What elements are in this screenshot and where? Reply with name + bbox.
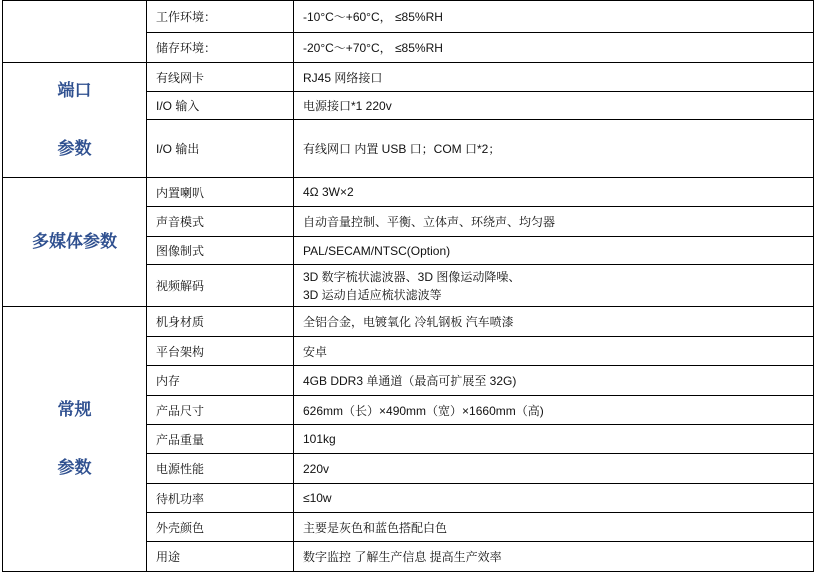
spec-value: -20°C～+70°C， ≤85%RH bbox=[294, 33, 814, 63]
spec-value: 101kg bbox=[294, 425, 814, 454]
spec-value: 主要是灰色和蓝色搭配白色 bbox=[294, 513, 814, 542]
spec-key: 有线网卡 bbox=[147, 63, 294, 92]
spec-value: 自动音量控制、平衡、立体声、环绕声、均匀器 bbox=[294, 207, 814, 237]
section-title-line: 多媒体参数 bbox=[32, 232, 117, 251]
section-label-general bbox=[3, 307, 147, 572]
spec-key: 储存环境： bbox=[147, 33, 294, 63]
spec-value bbox=[294, 265, 814, 307]
section-label-environment bbox=[3, 1, 147, 63]
section-title-line: 参数 bbox=[57, 458, 92, 477]
table-row bbox=[3, 307, 814, 337]
spec-key: 待机功率 bbox=[147, 484, 294, 513]
spec-value: 电源接口*1 220v bbox=[294, 92, 814, 120]
spec-value: RJ45 网络接口 bbox=[294, 63, 814, 92]
spec-table bbox=[2, 0, 814, 572]
table-row bbox=[3, 1, 814, 33]
spec-value: 有线网口 内置 USB 口；COM 口*2； bbox=[294, 120, 814, 178]
section-label-multimedia bbox=[3, 178, 147, 307]
spec-value: 安卓 bbox=[294, 337, 814, 366]
spec-key: 电源性能 bbox=[147, 454, 294, 484]
spec-key: 用途 bbox=[147, 542, 294, 572]
spec-value: 4Ω 3W×2 bbox=[294, 178, 814, 207]
spec-key: I/O 输入 bbox=[147, 92, 294, 120]
spec-value-line: 3D 运动自适应梳状滤波等 bbox=[303, 287, 442, 302]
spec-key: 产品尺寸 bbox=[147, 396, 294, 425]
spec-key: 图像制式 bbox=[147, 237, 294, 265]
spec-value-line: 3D 数字梳状滤波器、3D 图像运动降噪、 bbox=[303, 269, 521, 284]
spec-key: 平台架构 bbox=[147, 337, 294, 366]
spec-value: 626mm（长）×490mm（宽）×1660mm（高) bbox=[294, 396, 814, 425]
section-title-line: 端口 bbox=[57, 81, 92, 100]
spec-value: 数字监控 了解生产信息 提高生产效率 bbox=[294, 542, 814, 572]
spec-key: 工作环境： bbox=[147, 1, 294, 33]
spec-key: 机身材质 bbox=[147, 307, 294, 337]
spec-value: 全铝合金，电镀氧化 冷轧钢板 汽车喷漆 bbox=[294, 307, 814, 337]
section-title-line: 参数 bbox=[57, 139, 92, 158]
spec-value: -10°C～+60°C， ≤85%RH bbox=[294, 1, 814, 33]
spec-key: 内置喇叭 bbox=[147, 178, 294, 207]
spec-value: ≤10w bbox=[294, 484, 814, 513]
table-row bbox=[3, 63, 814, 92]
spec-key: 视频解码 bbox=[147, 265, 294, 307]
spec-key: 内存 bbox=[147, 366, 294, 396]
spec-key: I/O 输出 bbox=[147, 120, 294, 178]
spec-value: 220v bbox=[294, 454, 814, 484]
spec-key: 声音模式 bbox=[147, 207, 294, 237]
spec-value: PAL/SECAM/NTSC(Option) bbox=[294, 237, 814, 265]
spec-value: 4GB DDR3 单通道（最高可扩展至 32G) bbox=[294, 366, 814, 396]
section-label-ports bbox=[3, 63, 147, 178]
spec-key: 外壳颜色 bbox=[147, 513, 294, 542]
section-title-line: 常规 bbox=[57, 400, 92, 419]
table-row bbox=[3, 178, 814, 207]
spec-key: 产品重量 bbox=[147, 425, 294, 454]
